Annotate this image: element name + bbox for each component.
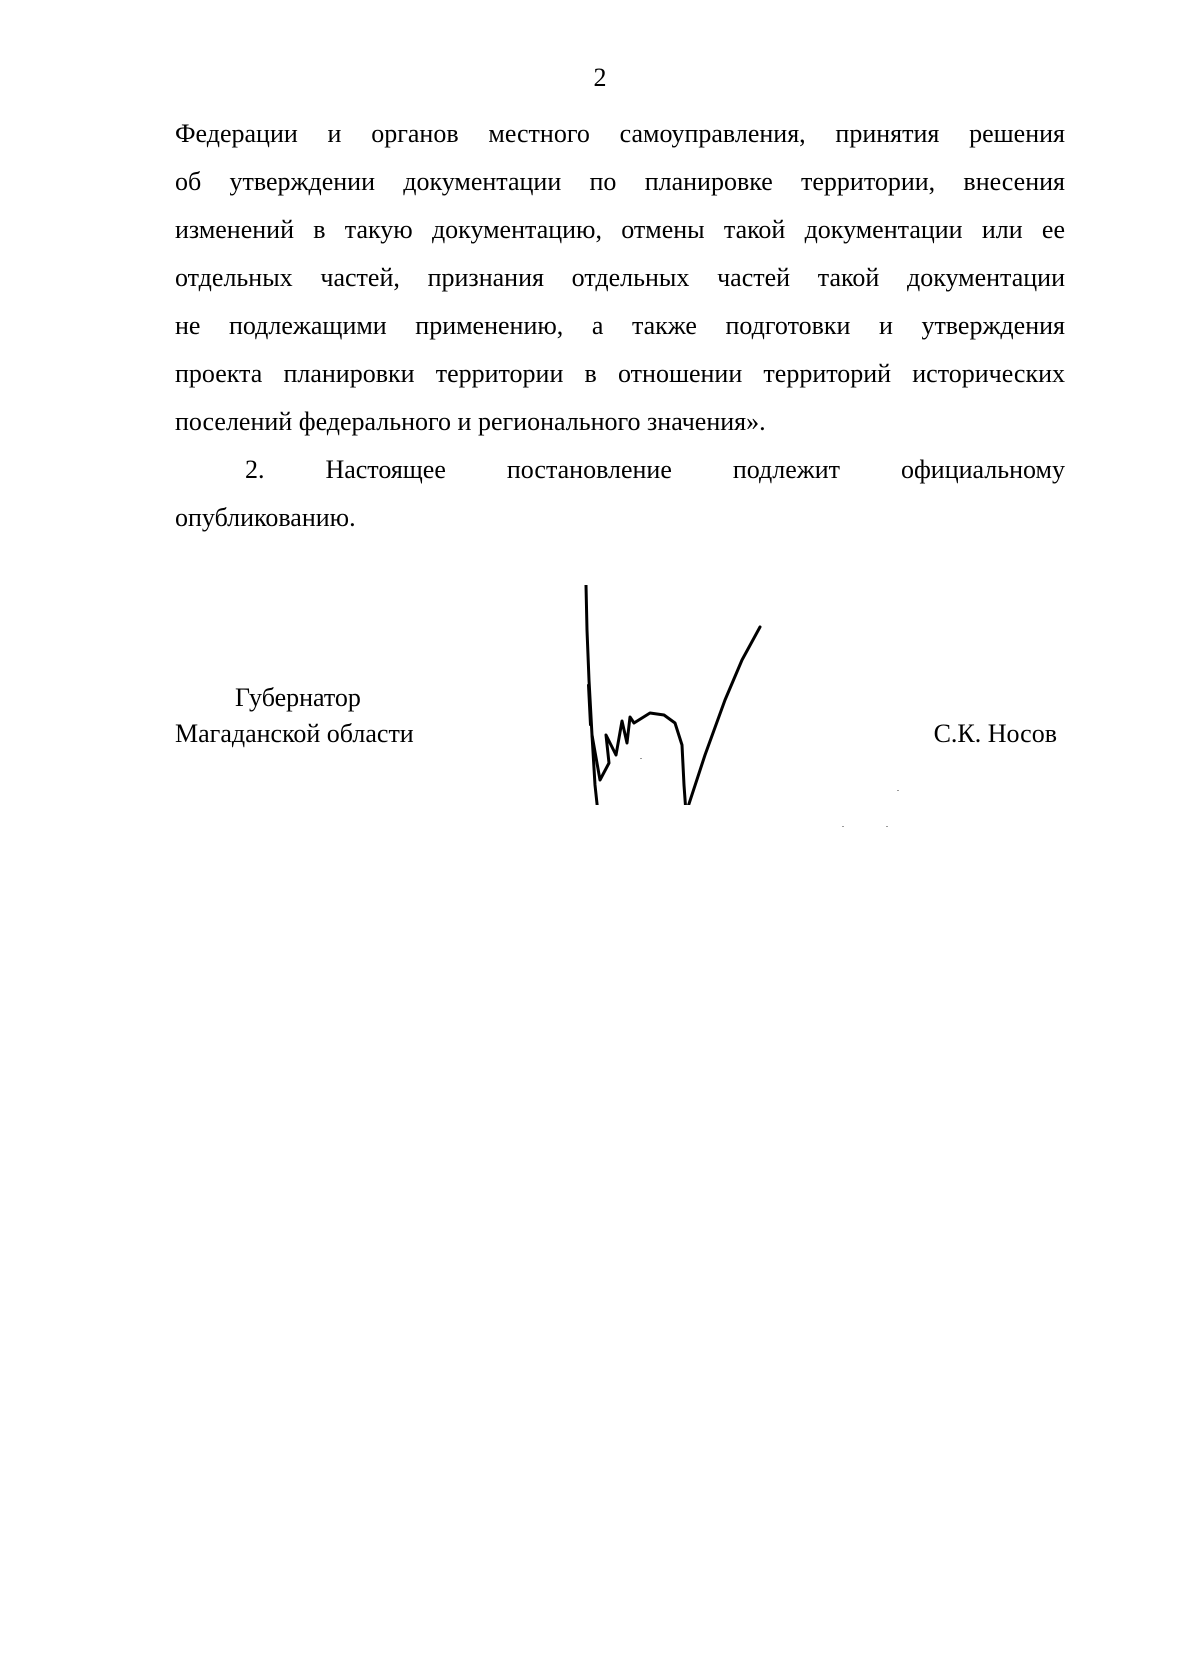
page-number: 2 (593, 63, 607, 92)
scan-speck (897, 790, 899, 791)
paragraph-1-line-7: поселений федерального и регионального значения». (175, 407, 766, 436)
handwritten-signature (580, 585, 800, 805)
paragraph-1-line-1: Федерации и органов местного самоуправления, принятия решения (175, 119, 1065, 148)
signatory-title-line-2: Магаданской области (175, 719, 414, 748)
scan-speck (842, 826, 844, 827)
paragraph-2-line-2: опубликованию. (175, 503, 356, 532)
signatory-name: С.К. Носов (933, 719, 1057, 748)
signatory-title-line-1: Губернатор (235, 683, 361, 712)
paragraph-2-line-1: 2. Настоящее постановление подлежит официальному (245, 455, 1065, 484)
paragraph-1-line-4: отдельных частей, признания отдельных частей такой документации (175, 263, 1065, 292)
document-body (175, 110, 1065, 542)
scan-speck (640, 758, 642, 759)
paragraph-1-line-3: изменений в такую документацию, отмены такой документации или ее (175, 215, 1065, 244)
paragraph-1-line-2: об утверждении документации по планировке территории, внесения (175, 167, 1065, 196)
paragraph-1-line-5: не подлежащими применению, а также подготовки и утверждения (175, 311, 1065, 340)
paragraph-1-line-6: проекта планировки территории в отношении территорий исторических (175, 359, 1065, 388)
scan-speck (886, 826, 888, 827)
